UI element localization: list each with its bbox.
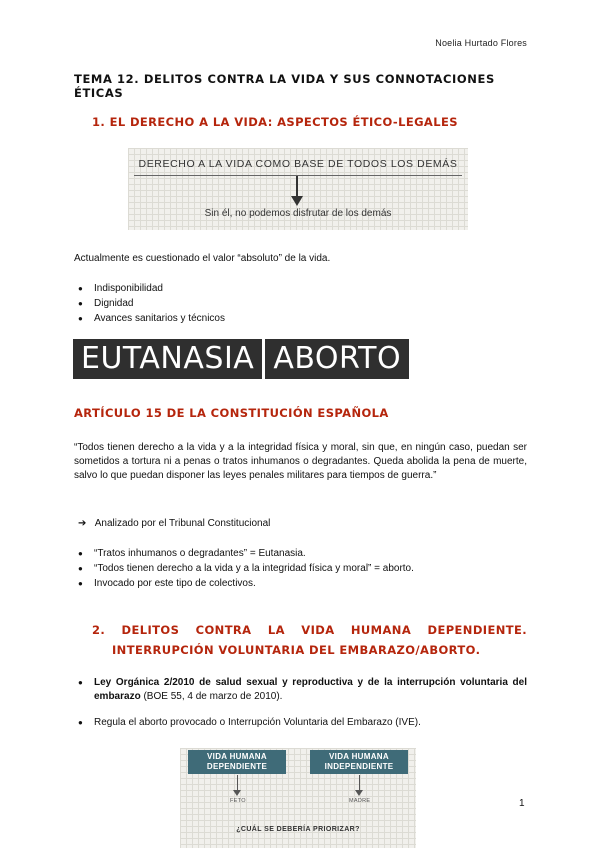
right-to-life-figure [128,148,468,230]
down-arrow-icon [359,775,360,791]
arrow-head-icon [355,790,363,796]
arrow-item-text: Analizado por el Tribunal Constitucional [94,518,271,529]
law-list [74,676,527,730]
list-item: ● Dignidad [74,296,225,311]
banner-aborto: ABORTO [265,339,409,379]
list-item: ● Avances sanitarios y técnicos [74,311,225,326]
arrow-item [78,517,270,531]
priority-question: ¿CUÁL SE DEBERÍA PRIORIZAR? [236,826,360,833]
intro-paragraph: Actualmente es cuestionado el valor “absoluto” de la vida. [74,253,331,264]
life-priority-figure [180,748,416,848]
values-list [74,281,225,326]
list-item: ● Indisponibilidad [74,281,225,296]
list-item: ● “Tratos inhumanos o degradantes” = Eutanasia. [74,546,414,561]
article-15-quote: “Todos tienen derecho a la vida y a la integridad física y moral, sin que, en ningún caso, puedan ser sometidos a tortura ni a penas o tratos inhumanos o degradantes. Queda abolida la pena de muerte, salvo lo que puedan disponer las leyes penales militares para tiempos de guerra.” [74,442,527,481]
list-item [74,676,527,704]
independent-life-label: VIDA HUMANA INDEPENDIENTE [310,750,408,774]
down-arrow-icon [237,775,238,791]
dependent-life-label: VIDA HUMANA DEPENDIENTE [188,750,286,774]
down-arrow-icon [296,176,298,198]
interpretation-list [74,546,414,591]
author-name: Noelia Hurtado Flores [435,38,527,48]
list-item: ● Invocado por este tipo de colectivos. [74,576,414,591]
arrow-head-icon [233,790,241,796]
figure-divider [134,175,462,176]
topics-banner [73,339,409,379]
figure-bottom-text: Sin él, no podemos disfrutar de los demás [204,208,392,219]
list-item: ● “Todos tienen derecho a la vida y a la integridad física y moral” = aborto. [74,561,414,576]
section-1-heading: 1. EL DERECHO A LA VIDA: ASPECTOS ÉTICO-LEGALES [92,115,458,129]
page-number: 1 [519,798,525,809]
banner-eutanasia: EUTANASIA [73,339,262,379]
figure-top-text: DERECHO A LA VIDA COMO BASE DE TODOS LOS DEMÁS [138,158,458,170]
fetus-label: FETO [230,798,246,804]
mother-label: MADRE [349,798,371,804]
section-2-heading [92,620,527,660]
law-reference: (BOE 55, 4 de marzo de 2010). [140,691,283,702]
section-2-heading-line-1: 2. DELITOS CONTRA LA VIDA HUMANA DEPENDIENTE. [92,623,527,637]
right-arrow-icon: ➔ [78,518,87,529]
section-2-heading-line-2: INTERRUPCIÓN VOLUNTARIA DEL EMBARAZO/ABORTO. [112,643,481,657]
law-name: Ley Orgánica 2/2010 de salud sexual y reproductiva y de la interrupción voluntaria del embarazo [94,677,527,702]
article-15-heading: ARTÍCULO 15 DE LA CONSTITUCIÓN ESPAÑOLA [74,406,389,420]
arrow-head-icon [291,196,303,206]
document-title: TEMA 12. DELITOS CONTRA LA VIDA Y SUS CONNOTACIONES ÉTICAS [74,72,495,100]
list-item: ● Regula el aborto provocado o Interrupción Voluntaria del Embarazo (IVE). [74,715,527,730]
